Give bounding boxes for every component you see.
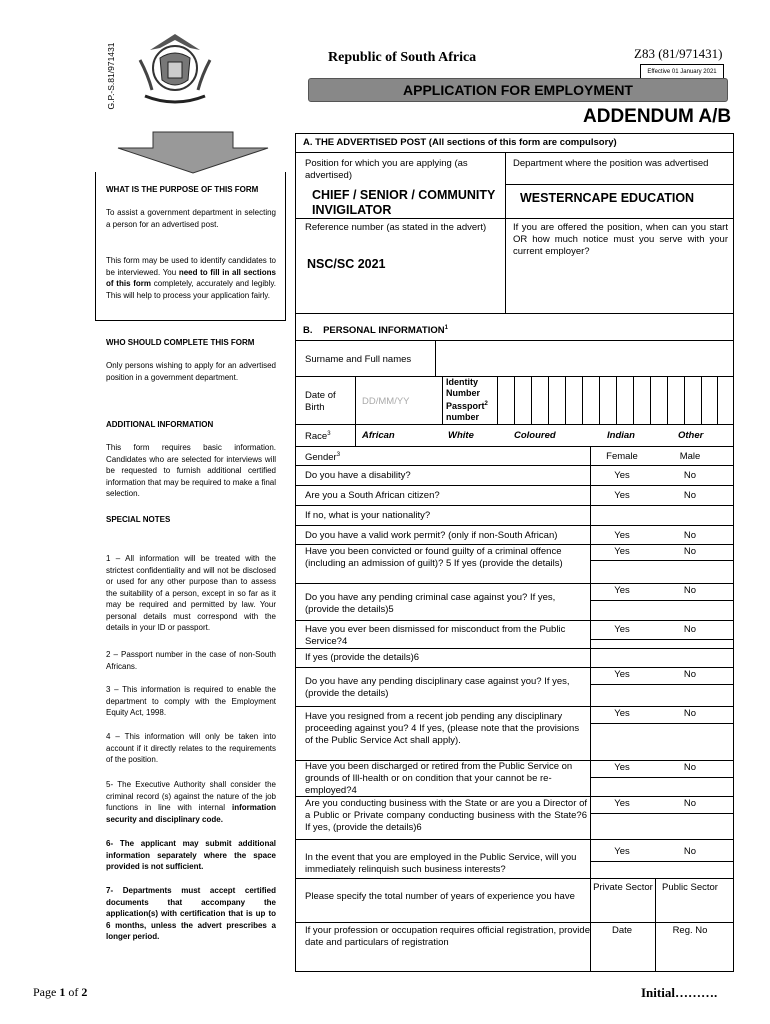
gender-label: Gender$^3$ <box>305 452 341 464</box>
form-code: Z83 (81/971431) <box>634 46 723 61</box>
answer-business-no[interactable]: No <box>683 798 697 809</box>
answer-criminal-yes[interactable]: Yes <box>614 546 630 557</box>
page-number: Page 1 of 2 <box>33 985 88 999</box>
note-7: 7- Departments must accept certified documents that accompany the application(s) with certification that is up to 6 months, unless the advert prescribes a longer period. <box>106 886 276 941</box>
note-1: 1 – All information will be treated with the strictest confidentiality and will not be disclosed or used for any other purpose than to assess the suitability of a person, except in so far as it may be required and permitted by law. Your personal details must correspond with the details in your ID or passport. <box>106 554 276 632</box>
notice-label: If you are offered the position, when can you start OR how much notice must you serve with your current employer? <box>513 222 728 257</box>
note-2: 2 – Passport number in the case of non-South Africans. <box>106 650 276 671</box>
note-5: 5- The Executive Authority shall consider the criminal record (s) against the nature of the job functions in line with internal information security and disciplinary code. <box>106 780 276 824</box>
answer-relinquish-no[interactable]: No <box>683 846 697 857</box>
question-registration: If your profession or occupation requires official registration, provide date and particulars of registration <box>305 925 590 948</box>
question-disability: Do you have a disability? <box>305 470 411 481</box>
question-criminal-offence: Have you been convicted or found guilty of a criminal offence (including an admission of guilt)? 5 If yes (provide the details) <box>305 546 563 569</box>
answer-disability-yes[interactable]: Yes <box>614 470 630 481</box>
question-resigned: Have you resigned from a recent job pending any disciplinary proceeding against you? 4 If yes, (please note that the provisions of the Public Service Act shall apply). <box>305 711 580 746</box>
answer-relinquish-yes[interactable]: Yes <box>614 846 630 857</box>
answer-criminal-no[interactable]: No <box>683 546 697 557</box>
republic-heading: Republic of South Africa <box>328 50 477 65</box>
effective-date-box: Effective 01 January 2021 <box>640 64 724 80</box>
experience-private-sector[interactable]: Private Sector <box>593 882 653 893</box>
gender-male[interactable]: Male <box>679 451 701 462</box>
reference-label: Reference number (as stated in the advert) <box>305 222 487 233</box>
question-citizen: Are you a South African citizen? <box>305 490 440 501</box>
question-relinquish: In the event that you are employed in the Public Service, will you immediately relinquish such business interests? <box>305 852 577 875</box>
answer-resigned-yes[interactable]: Yes <box>614 708 630 719</box>
question-pending-criminal: Do you have any pending criminal case against you? If yes, (provide the details)5 <box>305 592 556 615</box>
answer-citizen-no[interactable]: No <box>683 490 697 501</box>
answer-disciplinary-no[interactable]: No <box>683 669 697 680</box>
dob-label: Date of Birth <box>305 390 336 413</box>
answer-business-yes[interactable]: Yes <box>614 798 630 809</box>
race-option-african[interactable]: African <box>362 430 395 441</box>
dob-input[interactable]: DD/MM/YY <box>362 396 410 407</box>
additional-heading: ADDITIONAL INFORMATION <box>106 420 214 429</box>
race-option-white[interactable]: White <box>448 430 474 441</box>
answer-work-permit-yes[interactable]: Yes <box>614 530 630 541</box>
question-nationality: If no, what is your nationality? <box>305 510 431 521</box>
nationality-input[interactable] <box>591 506 733 525</box>
who-heading: WHO SHOULD COMPLETE THIS FORM <box>106 338 255 347</box>
department-value[interactable]: WESTERNCAPE EDUCATION <box>520 191 695 205</box>
answer-citizen-yes[interactable]: Yes <box>614 490 630 501</box>
initial-field[interactable]: Initial………. <box>641 985 718 1000</box>
answer-discharged-no[interactable]: No <box>683 762 697 773</box>
question-discharged: Have you been discharged or retired from the Public Service on grounds of Ill-health or on condition that your cannot be re-employed?4 <box>305 761 573 796</box>
section-b-heading: B. PERSONAL INFORMATION$^1$ <box>303 325 448 337</box>
answer-disability-no[interactable]: No <box>683 470 697 481</box>
surname-label: Surname and Full names <box>305 354 412 365</box>
form-title: APPLICATION FOR EMPLOYMENT <box>308 78 728 102</box>
race-option-coloured[interactable]: Coloured <box>514 430 556 441</box>
additional-text: This form requires basic information. Candidates who are selected for interviews will be requested to furnish additional certified information that may be required to make a final selection. <box>106 443 276 498</box>
gender-female[interactable]: Female <box>606 451 638 462</box>
reference-value[interactable]: NSC/SC 2021 <box>307 257 386 271</box>
answer-resigned-no[interactable]: No <box>683 708 697 719</box>
note-4: 4 – This information will only be taken into account if it directly relates to the requirements of the position. <box>106 732 276 764</box>
registration-date[interactable]: Date <box>611 925 633 936</box>
answer-discharged-yes[interactable]: Yes <box>614 762 630 773</box>
race-label: Race$^3$ <box>305 431 331 443</box>
question-experience: Please specify the total number of years of experience you have <box>305 891 575 902</box>
department-label: Department where the position was advertised <box>513 158 709 169</box>
answer-disciplinary-yes[interactable]: Yes <box>614 669 630 680</box>
id-number-input[interactable] <box>498 377 733 423</box>
answer-work-permit-no[interactable]: No <box>683 530 697 541</box>
position-label: Position for which you are applying (as advertised) <box>305 158 468 181</box>
coat-of-arms-logo <box>130 30 220 112</box>
answer-dismissed-yes[interactable]: Yes <box>614 624 630 635</box>
position-value[interactable]: CHIEF / SENIOR / COMMUNITY INVIGILATOR <box>312 188 496 217</box>
who-text: Only persons wishing to apply for an advertised position in a government department. <box>106 361 276 382</box>
purpose-text: To assist a government department in selecting a person for an advertised post. <box>106 208 276 229</box>
question-dismissed: Have you ever been dismissed for misconduct from the Public Service?4 <box>305 624 566 647</box>
interview-text: This form may be used to identify candidates to be interviewed. You need to fill in all sections of this form completely, accurately and legibly. This will help to process your application fairly. <box>106 256 277 300</box>
special-heading: SPECIAL NOTES <box>106 515 171 524</box>
section-a-heading: A. THE ADVERTISED POST (All sections of this form are compulsory) <box>303 137 617 148</box>
question-dismissed-details: If yes (provide the details)6 <box>305 652 420 663</box>
question-work-permit: Do you have a valid work permit? (only if non-South African) <box>305 530 558 541</box>
down-arrow-icon <box>108 130 278 175</box>
purpose-heading: WHAT IS THE PURPOSE OF THIS FORM <box>106 185 259 194</box>
answer-pending-criminal-no[interactable]: No <box>683 585 697 596</box>
addendum-heading: ADDENDUM A/B <box>583 106 732 127</box>
race-option-other[interactable]: Other <box>678 430 704 441</box>
race-option-indian[interactable]: Indian <box>607 430 635 441</box>
note-3: 3 – This information is required to enable the department to comply with the Employment Equity Act, 1998. <box>106 685 276 717</box>
vertical-form-code: G.P.-S.81/971431 <box>106 42 116 110</box>
id-label: Identity Number Passport$^2$ number <box>446 377 488 422</box>
surname-input[interactable] <box>436 341 732 376</box>
note-6: 6- The applicant may submit additional information separately where the space provided is not sufficient. <box>106 839 276 871</box>
registration-number[interactable]: Reg. No <box>672 925 708 936</box>
answer-dismissed-no[interactable]: No <box>683 624 697 635</box>
experience-public-sector[interactable]: Public Sector <box>662 882 718 893</box>
answer-pending-criminal-yes[interactable]: Yes <box>614 585 630 596</box>
question-pending-disciplinary: Do you have any pending disciplinary case against you? If yes, (provide the details) <box>305 676 570 699</box>
question-business: Are you conducting business with the State or are you a Director of a Public or Private company conducting business with the State?6 If yes, (provide the details)6 <box>305 798 587 833</box>
